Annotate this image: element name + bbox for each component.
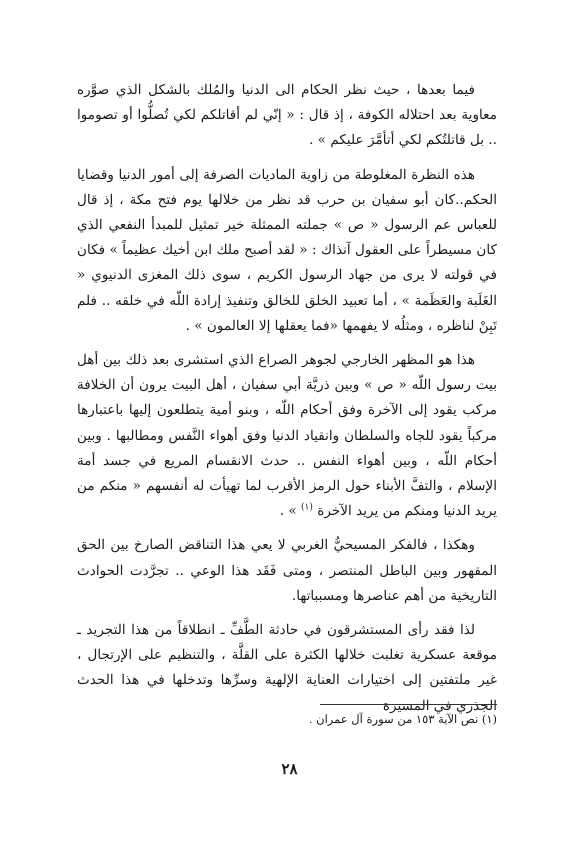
page-number: ٢٨ (281, 760, 298, 778)
paragraph: فيما بعدها ، حيث نظر الحكام الى الدنيا والمُلك بالشكل الذي صوَّره معاوية بعد احتلاله الكوفة ، إذ قال : « إنّي لم أقاتلكم لكي تُصلُّوا أو تصوموا .. بل قاتلتُكم لكي أتأمَّرَ عليكم » . (77, 82, 497, 149)
paragraph: هذه النظرة المغلوطة من زاوية الماديات الصرفة إلى أمور الدنيا وقضايا الحكم..كان أبو سفيان بن حرب قد نظر من خلالها يوم فتح مكة ، إذ قال للعباس عم الرسول « ص » جملته الممثلة خير تمثيل للمبدأ النفعي الذي كان مسيطراً على العقول آنذاك : « لقد أصبح ملك ابن أخيك عظيماً » فكان في قولته لا يرى من جهاد الرسول الكريم ، سوى ذلك المغزى الدنيوي « الغَلَبة والعَظَمة » ، أما تعبيد الخلق للخالق وتنفيذ إرادة اللّه في خلقه .. فلم تَبِنْ لناظره ، ومثلُه لا يفهمها «فما يعقلها إلا العالمون » . (77, 166, 497, 334)
footnote-reference: (١) (301, 502, 313, 513)
paragraph-ending: » . (279, 503, 297, 520)
paragraph: وهكذا ، فالفكر المسيحيُّ الغربي لا يعي هذا التناقض الصارخ بين الحق المقهور وبين الباطل المنتصر ، ومتى فَقَد هذا الوعي .. تجرَّدت الحوادث التاريخية من أهم عناصرها ومسبباتها. (77, 537, 497, 604)
paragraph (77, 348, 497, 524)
footnote: (١) نص الآية ١٥٣ من سورة آل عمران . (308, 712, 497, 726)
body-text (77, 78, 497, 719)
paragraph-text: هذا هو المظهر الخارجي لجوهر الصراع الذي استشرى بعد ذلك بين أهل بيت رسول اللّه « ص » وبين ذريَّة أبي سفيان ، أهل البيت يرون أن الخلافة مركب يقود إلى الآخرة وفق أحكام اللّه ، وبنو أمية يتطلعون إليها باعتبارها مركباً يقود للجاه والسلطان وانقياد الدنيا وفق أهواء النَّفس ومطالبها . وبين أحكام اللّه ، وبين أهواء النفس .. حدث الانقسام المريع في جسد أمة الإسلام ، والتفَّ الأبناء حول الرمز الأقرب لما تهيأت له أنفسهم « منكم من يريد الدنيا ومنكم من يريد الآخرة (77, 352, 497, 520)
paragraph: لذا فقد رأى المستشرقون في حادثة الطَّفِّ ـ انطلاقاً من هذا التجريد ـ موقعة عسكرية تغلبت خلالها الكثرة على القلَّة ، والتنظيم على الإرتجال ، غير ملتفتين إلى اختيارات العناية الإلهية وسرِّها وتدخلها في هذا الحدث الجذري في المسيرة (77, 622, 497, 714)
footnote-divider (320, 704, 497, 705)
